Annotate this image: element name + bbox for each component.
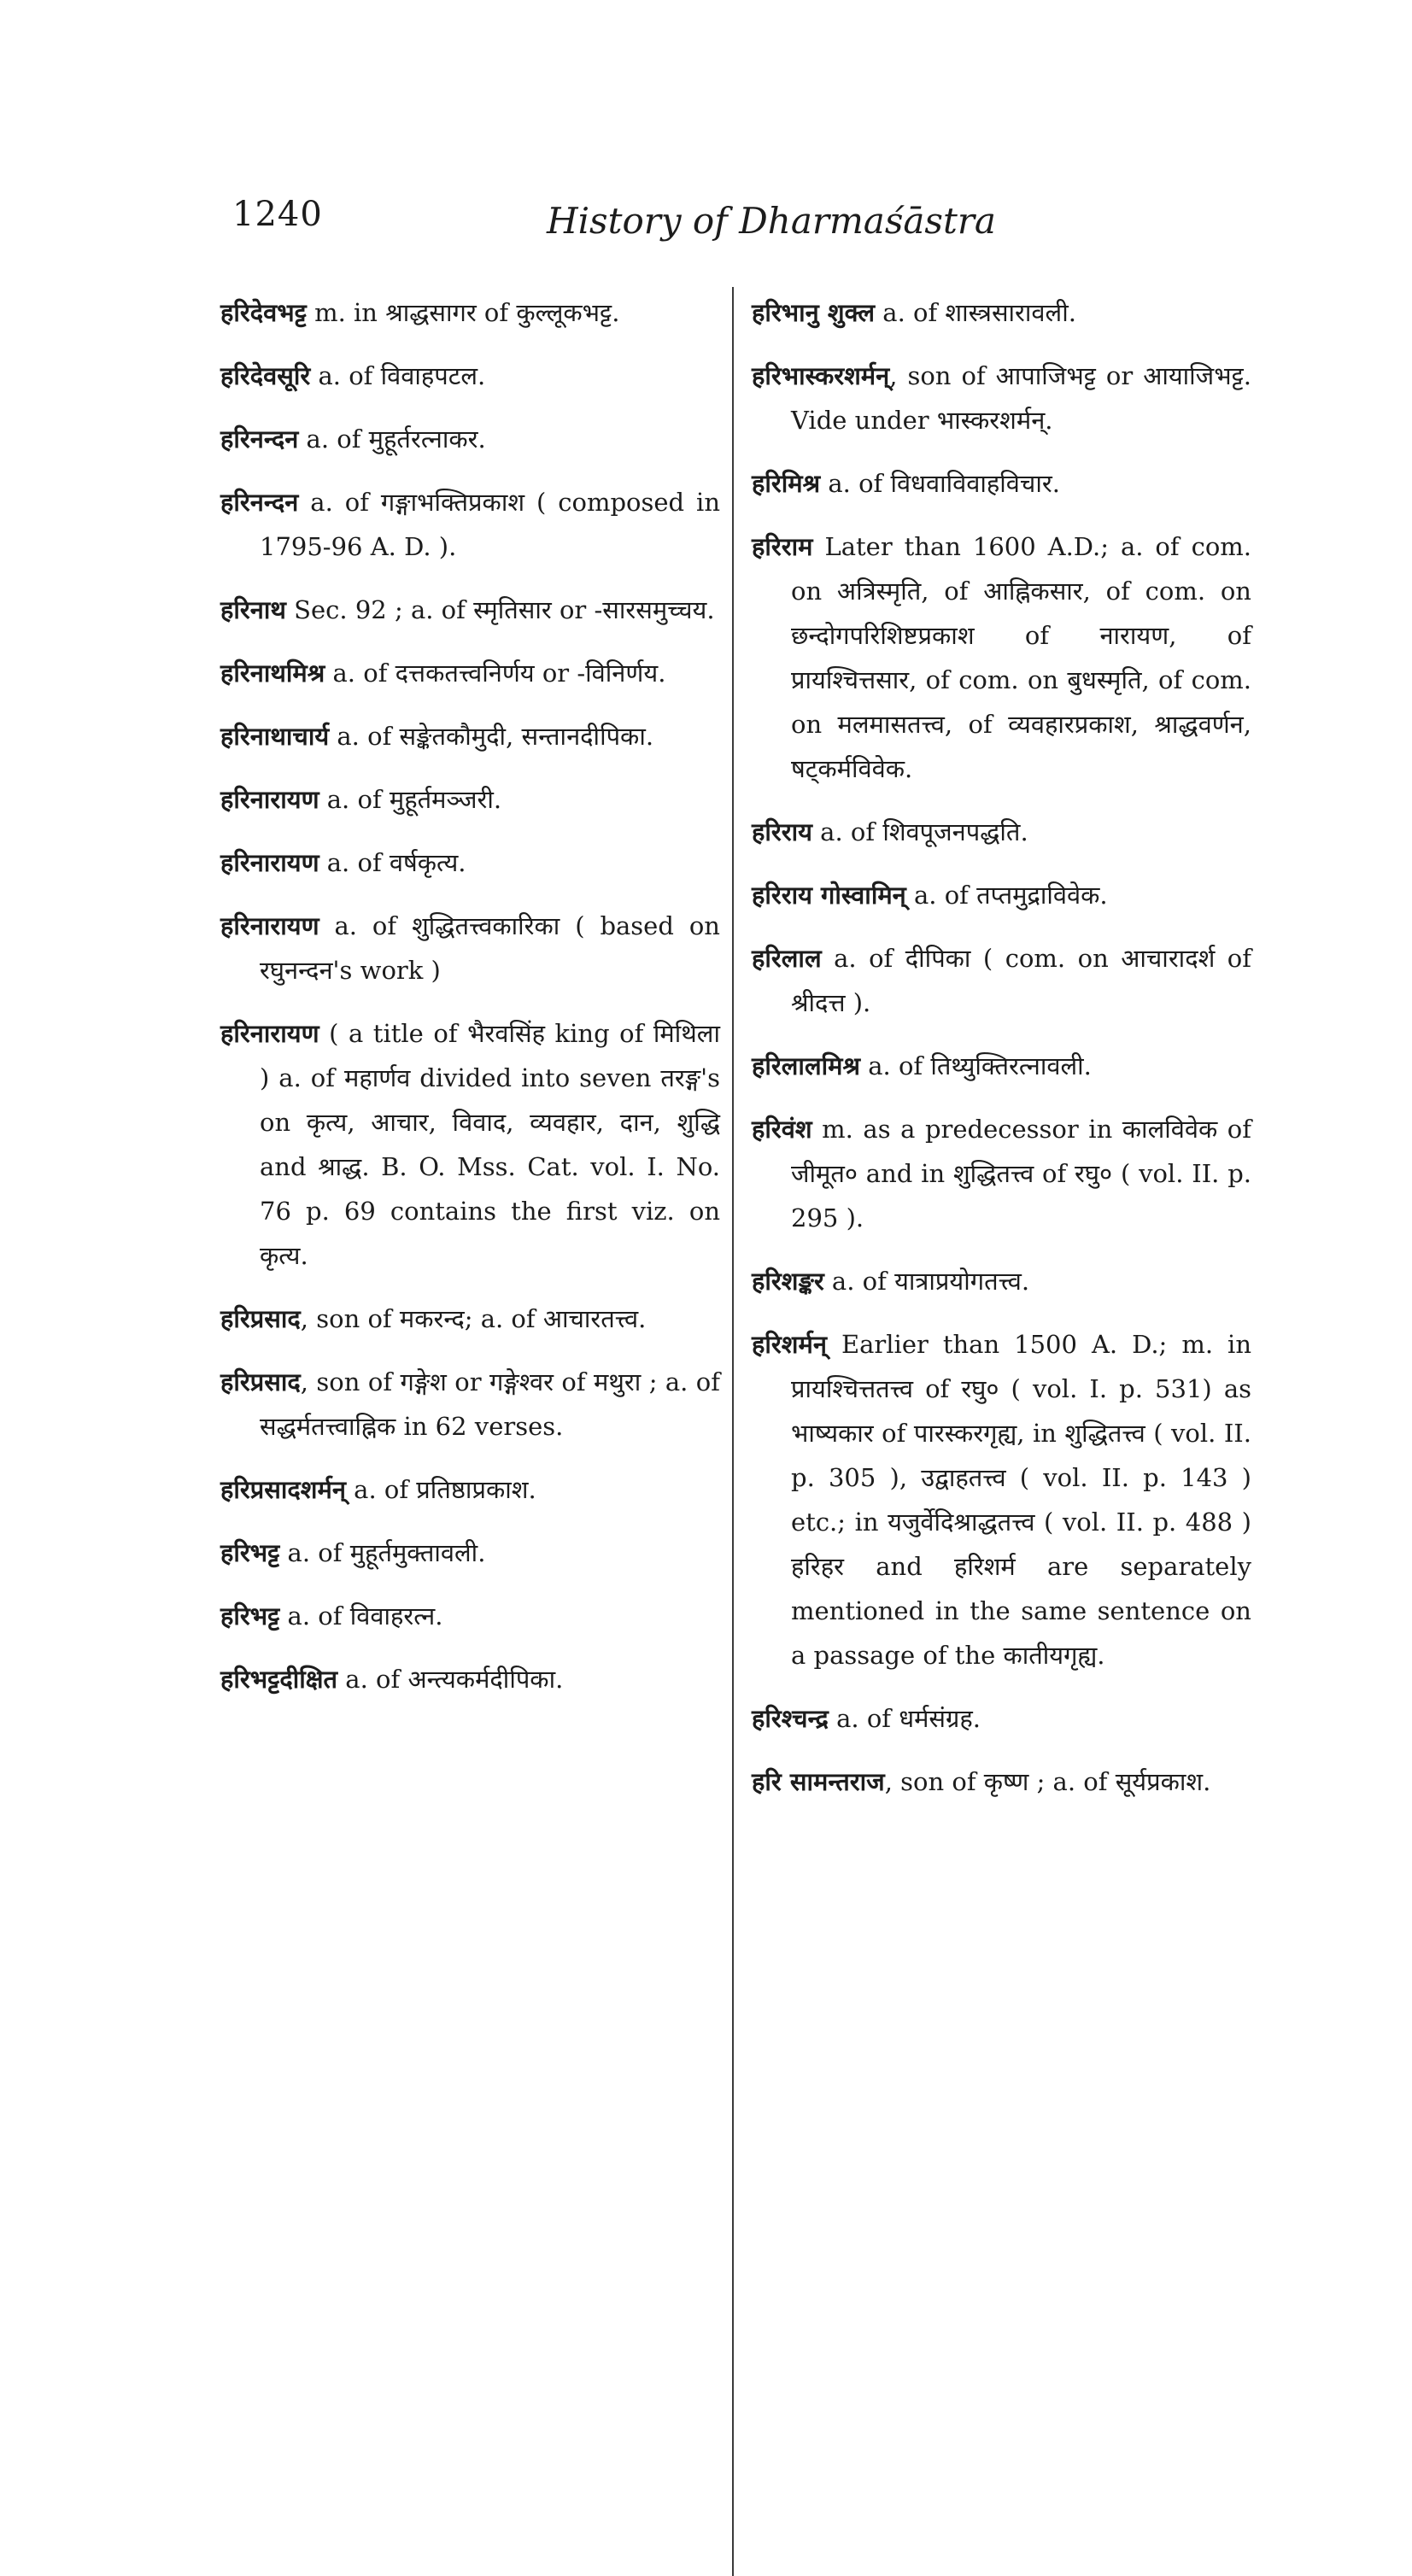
entry-headword: हरिनन्दन: [220, 424, 299, 454]
dictionary-entry: [752, 354, 1251, 442]
entry-headword: हरिनारायण: [220, 848, 319, 877]
entry-text: a. of तप्तमुद्राविवेक.: [905, 881, 1108, 910]
entry-headword: हरिराम: [752, 532, 813, 561]
dictionary-entry: [220, 1011, 720, 1278]
dictionary-entry: [752, 290, 1251, 335]
running-title: History of Dharmaśāstra: [547, 200, 996, 242]
entry-text: a. of विधवाविवाहविचार.: [820, 469, 1060, 498]
dictionary-entry: [220, 1360, 720, 1449]
dictionary-entry: [220, 1657, 720, 1701]
dictionary-entry: [752, 873, 1251, 917]
entry-text: a. of प्रतिष्ठाप्रकाश.: [345, 1475, 536, 1504]
entry-headword: हरिनारायण: [220, 1019, 319, 1048]
entry-text: a. of अन्त्यकर्मदीपिका.: [337, 1665, 564, 1694]
entry-headword: हरिदेवभट्ट: [220, 298, 307, 327]
right-column: [752, 290, 1251, 1823]
entry-text: , son of आपाजिभट्ट or आयाजिभट्ट. Vide under भास्करशर्मन्.: [791, 361, 1251, 435]
dictionary-entry: [752, 1759, 1251, 1804]
entry-text: , son of कृष्ण ; a. of सूर्यप्रकाश.: [884, 1767, 1211, 1796]
column-divider: [732, 287, 734, 2576]
entry-text: a. of सङ्केतकौमुदी, सन्तानदीपिका.: [329, 722, 654, 751]
entry-headword: हरिनाथ: [220, 595, 286, 624]
entry-headword: हरिभानु शुक्ल: [752, 298, 876, 327]
entry-headword: हरि सामन्तराज: [752, 1767, 885, 1796]
page-header: [0, 195, 1412, 255]
entry-text: a. of यात्राप्रयोगतत्त्व.: [823, 1267, 1030, 1296]
dictionary-entry: [752, 1259, 1251, 1303]
entry-text: a. of मुहूर्तमुक्तावली.: [279, 1538, 486, 1567]
entry-text: , son of गङ्गेश or गङ्गेश्वर of मथुरा ; a. of सद्धर्मतत्त्वाह्निक in 62 verses.: [260, 1367, 720, 1441]
dictionary-entry: [220, 1297, 720, 1341]
entry-headword: हरिनन्दन: [220, 488, 299, 517]
entry-text: Sec. 92 ; a. of स्मृतिसार or -सारसमुच्चय.: [285, 595, 715, 624]
entry-headword: हरिदेवसूरि: [220, 361, 311, 390]
entry-headword: हरिलालमिश्र: [752, 1051, 860, 1080]
entry-text: a. of धर्मसंग्रह.: [828, 1704, 981, 1733]
entry-text: a. of विवाहपटल.: [310, 361, 486, 390]
entry-text: m. in श्राद्धसागर of कुल्लूकभट्ट.: [306, 298, 620, 327]
entry-text: , son of मकरन्द; a. of आचारतत्त्व.: [300, 1304, 647, 1333]
entry-headword: हरिराय गोस्वामिन्: [752, 881, 906, 910]
dictionary-entry: [220, 417, 720, 461]
entry-headword: हरिशङ्कर: [752, 1267, 824, 1296]
dictionary-entry: [220, 588, 720, 632]
dictionary-entry: [220, 651, 720, 695]
entry-text: a. of दीपिका ( com. on आचारादर्श of श्रीदत्त ).: [791, 944, 1251, 1017]
entry-text: a. of शिवपूजनपद्धति.: [811, 817, 1028, 846]
entry-headword: हरिलाल: [752, 944, 822, 973]
entry-headword: हरिराय: [752, 817, 812, 846]
entry-headword: हरिप्रसाद: [220, 1367, 301, 1396]
dictionary-entry: [220, 1531, 720, 1575]
dictionary-entry: [220, 354, 720, 398]
dictionary-entry: [220, 480, 720, 569]
entry-text: a. of गङ्गाभक्तिप्रकाश ( composed in 1795-96 A. D. ).: [260, 488, 720, 561]
dictionary-entry: [752, 1044, 1251, 1088]
entry-headword: हरिप्रसाद: [220, 1304, 301, 1333]
dictionary-entry: [752, 1322, 1251, 1677]
entry-headword: हरिवंश: [752, 1115, 812, 1144]
dictionary-entry: [220, 777, 720, 822]
entry-text: a. of विवाहरत्न.: [279, 1601, 443, 1630]
entry-text: a. of शुद्धितत्त्वकारिका ( based on रघुनन्दन's work ): [260, 911, 720, 985]
entry-text: a. of मुहूर्तमञ्जरी.: [319, 785, 502, 814]
entry-headword: हरिभट्ट: [220, 1538, 280, 1567]
entry-text: a. of वर्षकृत्य.: [319, 848, 466, 877]
entry-text: Earlier than 1500 A. D.; m. in प्रायश्चित्ततत्त्व of रघु० ( vol. I. p. 531) as भाष्यकार of पारस्करगृह्य, in शुद्धितत्त्व ( vol. II. p. 305 ), उद्वाहतत्त्व ( vol. II. p. 143 ) etc.; in यजुर्वेदिश्राद्धतत्त्व ( vol. II. p. 488 ) हरिहर and हरिशर्म are separately mentioned in the same sentence on a passage of the कातीयगृह्य.: [791, 1330, 1251, 1670]
entry-headword: हरिभट्टदीक्षित: [220, 1665, 338, 1694]
entry-text: a. of मुहूर्तरत्नाकर.: [298, 424, 486, 454]
entry-headword: हरिशर्मन्: [752, 1330, 827, 1359]
entry-text: a. of दत्तकतत्त्वनिर्णय or -विनिर्णय.: [325, 659, 666, 688]
dictionary-entry: [752, 936, 1251, 1025]
entry-text: Later than 1600 A.D.; a. of com. on अत्रिस्मृति, of आह्निकसार, of com. on छन्दोगपरिशिष्टप्रकाश of नारायण, of प्रायश्चित्तसार, of com. on बुधस्मृति, of com. on मलमासतत्त्व, of व्यवहारप्रकाश, श्राद्धवर्णन, षट्कर्मविवेक.: [791, 532, 1251, 783]
dictionary-entry: [752, 1696, 1251, 1741]
dictionary-entry: [752, 524, 1251, 791]
entry-headword: हरिनाथाचार्य: [220, 722, 330, 751]
entry-text: ( a title of भैरवसिंह king of मिथिला ) a. of महार्णव divided into seven तरङ्ग's on कृत्य, आचार, विवाद, व्यवहार, दान, शुद्धि and श्राद्ध. B. O. Mss. Cat. vol. I. No. 76 p. 69 contains the first viz. on कृत्य.: [260, 1019, 720, 1270]
dictionary-entry: [220, 714, 720, 758]
entry-text: a. of शास्त्रसारावली.: [875, 298, 1076, 327]
left-column: [220, 290, 720, 1720]
entry-headword: हरिभट्ट: [220, 1601, 280, 1630]
entry-headword: हरिभास्करशर्मन्: [752, 361, 890, 390]
dictionary-entry: [220, 1467, 720, 1512]
entry-headword: हरिमिश्र: [752, 469, 821, 498]
entry-headword: हरिनारायण: [220, 911, 319, 940]
dictionary-entry: [220, 1594, 720, 1638]
page-number: 1240: [232, 195, 323, 234]
dictionary-entry: [752, 1107, 1251, 1240]
dictionary-entry: [220, 904, 720, 992]
entry-headword: हरिश्चन्द्र: [752, 1704, 829, 1733]
dictionary-entry: [752, 461, 1251, 506]
entry-headword: हरिनाथमिश्र: [220, 659, 325, 688]
dictionary-entry: [220, 840, 720, 885]
entry-headword: हरिप्रसादशर्मन्: [220, 1475, 346, 1504]
entry-text: a. of तिथ्युक्तिरत्नावली.: [860, 1051, 1092, 1080]
dictionary-entry: [220, 290, 720, 335]
dictionary-entry: [752, 810, 1251, 854]
entry-text: m. as a predecessor in कालविवेक of जीमूत० and in शुद्धितत्त्व of रघु० ( vol. II. p. 295 ).: [791, 1115, 1251, 1232]
entry-headword: हरिनारायण: [220, 785, 319, 814]
